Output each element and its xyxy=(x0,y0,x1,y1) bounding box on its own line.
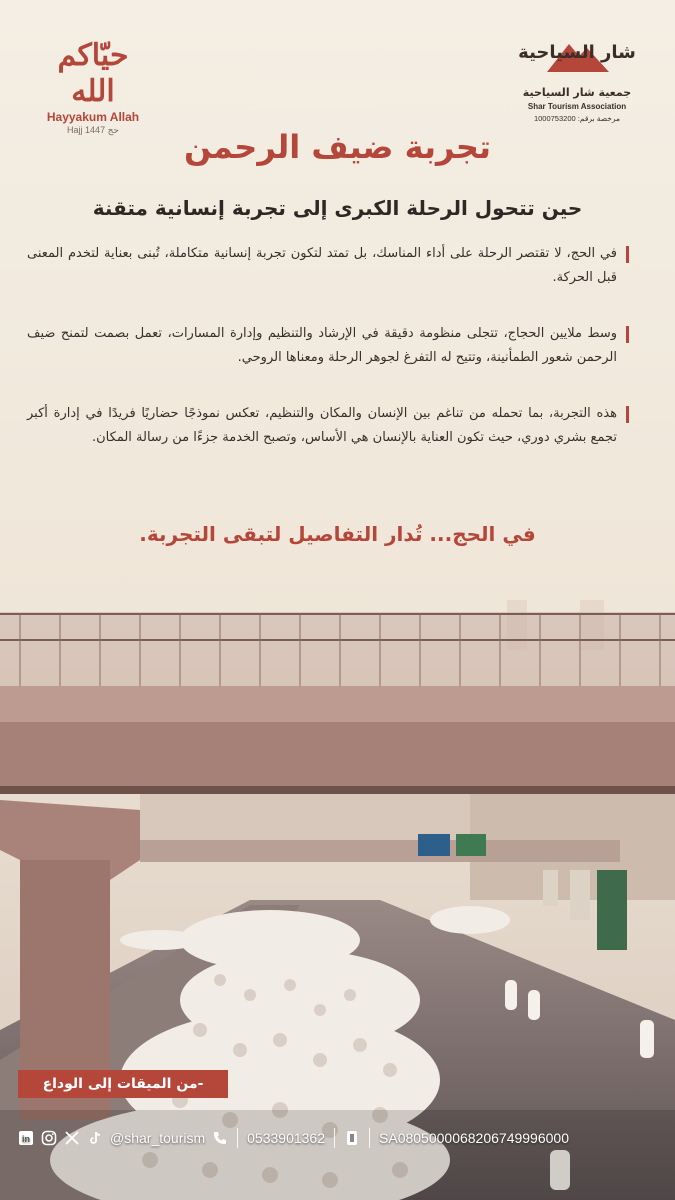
paragraph-1 xyxy=(27,242,629,290)
footer-divider xyxy=(237,1128,238,1148)
footer-divider xyxy=(334,1128,335,1148)
logo-calligraphy: حيّاكم الله xyxy=(57,38,129,109)
campaign-ribbon: -من الميقات إلى الوداع xyxy=(18,1070,228,1098)
paragraph-text: في الحج، لا تقتصر الرحلة على أداء المناسك، بل تمتد لتكون تجربة إنسانية متكاملة، تُبنى بعناية لتخدم المعنى قبل الحركة. xyxy=(27,246,617,285)
page-title: تجربة ضيف الرحمن xyxy=(184,128,491,166)
phone-icon xyxy=(212,1130,228,1146)
pilgrims-photo xyxy=(0,600,675,1200)
org-name-en: Shar Tourism Association xyxy=(527,102,627,111)
logo-hajj-year: Hajj 1447 حج xyxy=(67,125,119,135)
paragraph-2 xyxy=(27,322,629,370)
hayyakum-allah-logo xyxy=(38,38,148,136)
tagline: في الحج... تُدار التفاصيل لتبقى التجربة. xyxy=(139,522,536,546)
x-icon[interactable] xyxy=(64,1130,80,1146)
paragraph-marker xyxy=(626,406,629,423)
paragraph-text: هذه التجربة، بما تحمله من تناغم بين الإنسان والمكان والتنظيم، تعكس نموذجًا حضاريًا فريدًا في إدارة أكبر تجمع بشري دوري، حيث تكون العناية بالإنسان هي الأساس، وتصبح الخدمة جزءًا من رسالة المكان. xyxy=(27,406,617,445)
footer-divider xyxy=(369,1128,370,1148)
contact-footer xyxy=(18,1125,658,1151)
shar-mark xyxy=(517,34,637,84)
instagram-icon[interactable] xyxy=(41,1130,57,1146)
social-handle[interactable]: @shar_tourism xyxy=(110,1130,206,1146)
linkedin-icon[interactable] xyxy=(18,1130,34,1146)
shar-tourism-logo xyxy=(517,34,637,123)
shar-mark-text: شار السياحية xyxy=(518,42,636,63)
svg-text:in: in xyxy=(22,1134,30,1144)
paragraph-marker xyxy=(626,246,629,263)
page-subtitle: حين تتحول الرحلة الكبرى إلى تجربة إنسانية متقنة xyxy=(92,196,583,220)
license-number: مرخصة برقم: 1000753200 xyxy=(533,114,621,123)
paragraph-text: وسط ملايين الحجاج، تتجلى منظومة دقيقة في الإرشاد والتنظيم وإدارة المسارات، تعمل بصمت لتمنح ضيف الرحمن شعور الطمأنينة، وتتيح له التفرغ لجوهر الرحلة ومعناها الروحي. xyxy=(27,326,617,365)
iban-number[interactable]: SA0805000068206749996000 xyxy=(379,1130,569,1146)
paragraph-marker xyxy=(626,326,629,343)
tiktok-icon[interactable] xyxy=(87,1130,103,1146)
phone-number[interactable]: 0533901362 xyxy=(247,1130,326,1146)
logo-name-en: Hayyakum Allah xyxy=(46,110,140,124)
org-name-ar: جمعية شار السياحية xyxy=(522,86,632,99)
card-icon xyxy=(344,1130,360,1146)
paragraph-3 xyxy=(27,402,629,450)
